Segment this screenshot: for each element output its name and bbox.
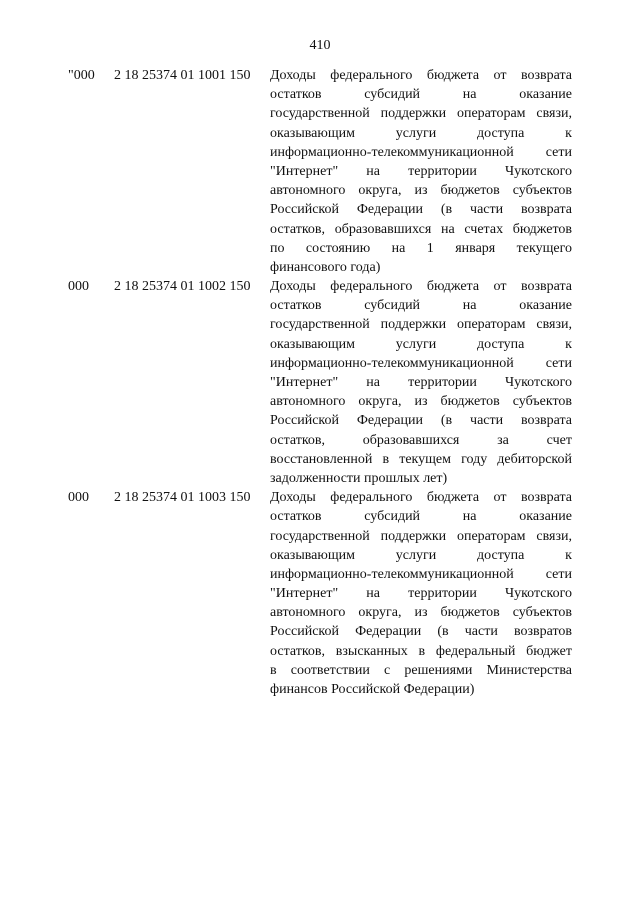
entry-description: [270, 277, 572, 488]
description-line: Доходы федерального бюджета от возврата: [270, 279, 572, 295]
description-line: государственной поддержки операторам связи,: [270, 317, 572, 333]
description-line: автономного округа, из бюджетов субъектов: [270, 183, 572, 199]
description-line: финансового года): [270, 259, 381, 275]
description-line: остатков, образовавшихся за счет: [270, 432, 572, 448]
description-line: Доходы федерального бюджета от возврата: [270, 68, 572, 83]
admin-code: "000: [68, 68, 95, 83]
description-line: "Интернет" на территории Чукотского: [270, 375, 572, 390]
description-line: Российской Федерации (в части возврата: [270, 202, 572, 218]
admin-code: 000: [68, 490, 89, 506]
budget-code-list: [68, 66, 572, 699]
entry-description: [270, 488, 572, 699]
budget-classification-code: 2 18 25374 01 1002 150: [114, 279, 251, 295]
description-line: восстановленной в текущем году дебиторской: [270, 451, 572, 467]
description-line: остатков субсидий на оказание: [270, 509, 572, 525]
description-line: государственной поддержки операторам связи,: [270, 528, 572, 544]
description-line: остатков, образовавшихся на счетах бюджетов: [270, 221, 572, 237]
entry-description: [270, 66, 572, 277]
description-line: остатков субсидий на оказание: [270, 298, 572, 314]
description-line: остатков субсидий на оказание: [270, 87, 572, 103]
description-line: автономного округа, из бюджетов субъектов: [270, 605, 572, 621]
page-number: 410: [309, 38, 331, 53]
description-line: оказывающим услуги доступа к: [270, 336, 572, 352]
budget-classification-code: 2 18 25374 01 1003 150: [114, 490, 251, 506]
description-line: в соответствии с решениями Министерства: [270, 662, 572, 678]
description-line: Доходы федерального бюджета от возврата: [270, 490, 572, 506]
description-line: информационно-телекоммуникационной сети: [270, 355, 572, 371]
description-line: государственной поддержки операторам связи,: [270, 106, 572, 122]
description-line: по состоянию на 1 января текущего: [270, 240, 572, 256]
budget-entry: [68, 66, 572, 277]
description-line: Российской Федерации (в части возврата: [270, 413, 572, 429]
description-line: информационно-телекоммуникационной сети: [270, 144, 572, 160]
description-line: "Интернет" на территории Чукотского: [270, 163, 572, 179]
description-line: остатков, взысканных в федеральный бюджет: [270, 643, 572, 659]
description-line: финансов Российской Федерации): [270, 682, 475, 697]
description-line: "Интернет" на территории Чукотского: [270, 586, 572, 602]
description-line: автономного округа, из бюджетов субъектов: [270, 394, 572, 410]
description-line: задолженности прошлых лет): [270, 470, 448, 486]
budget-classification-code: 2 18 25374 01 1001 150: [114, 68, 251, 83]
admin-code: 000: [68, 279, 89, 295]
description-line: Российской Федерации (в части возвратов: [270, 624, 572, 640]
description-line: оказывающим услуги доступа к: [270, 547, 572, 563]
description-line: оказывающим услуги доступа к: [270, 125, 572, 141]
budget-entry: [68, 277, 572, 488]
description-line: информационно-телекоммуникационной сети: [270, 566, 572, 582]
budget-entry: [68, 488, 572, 699]
